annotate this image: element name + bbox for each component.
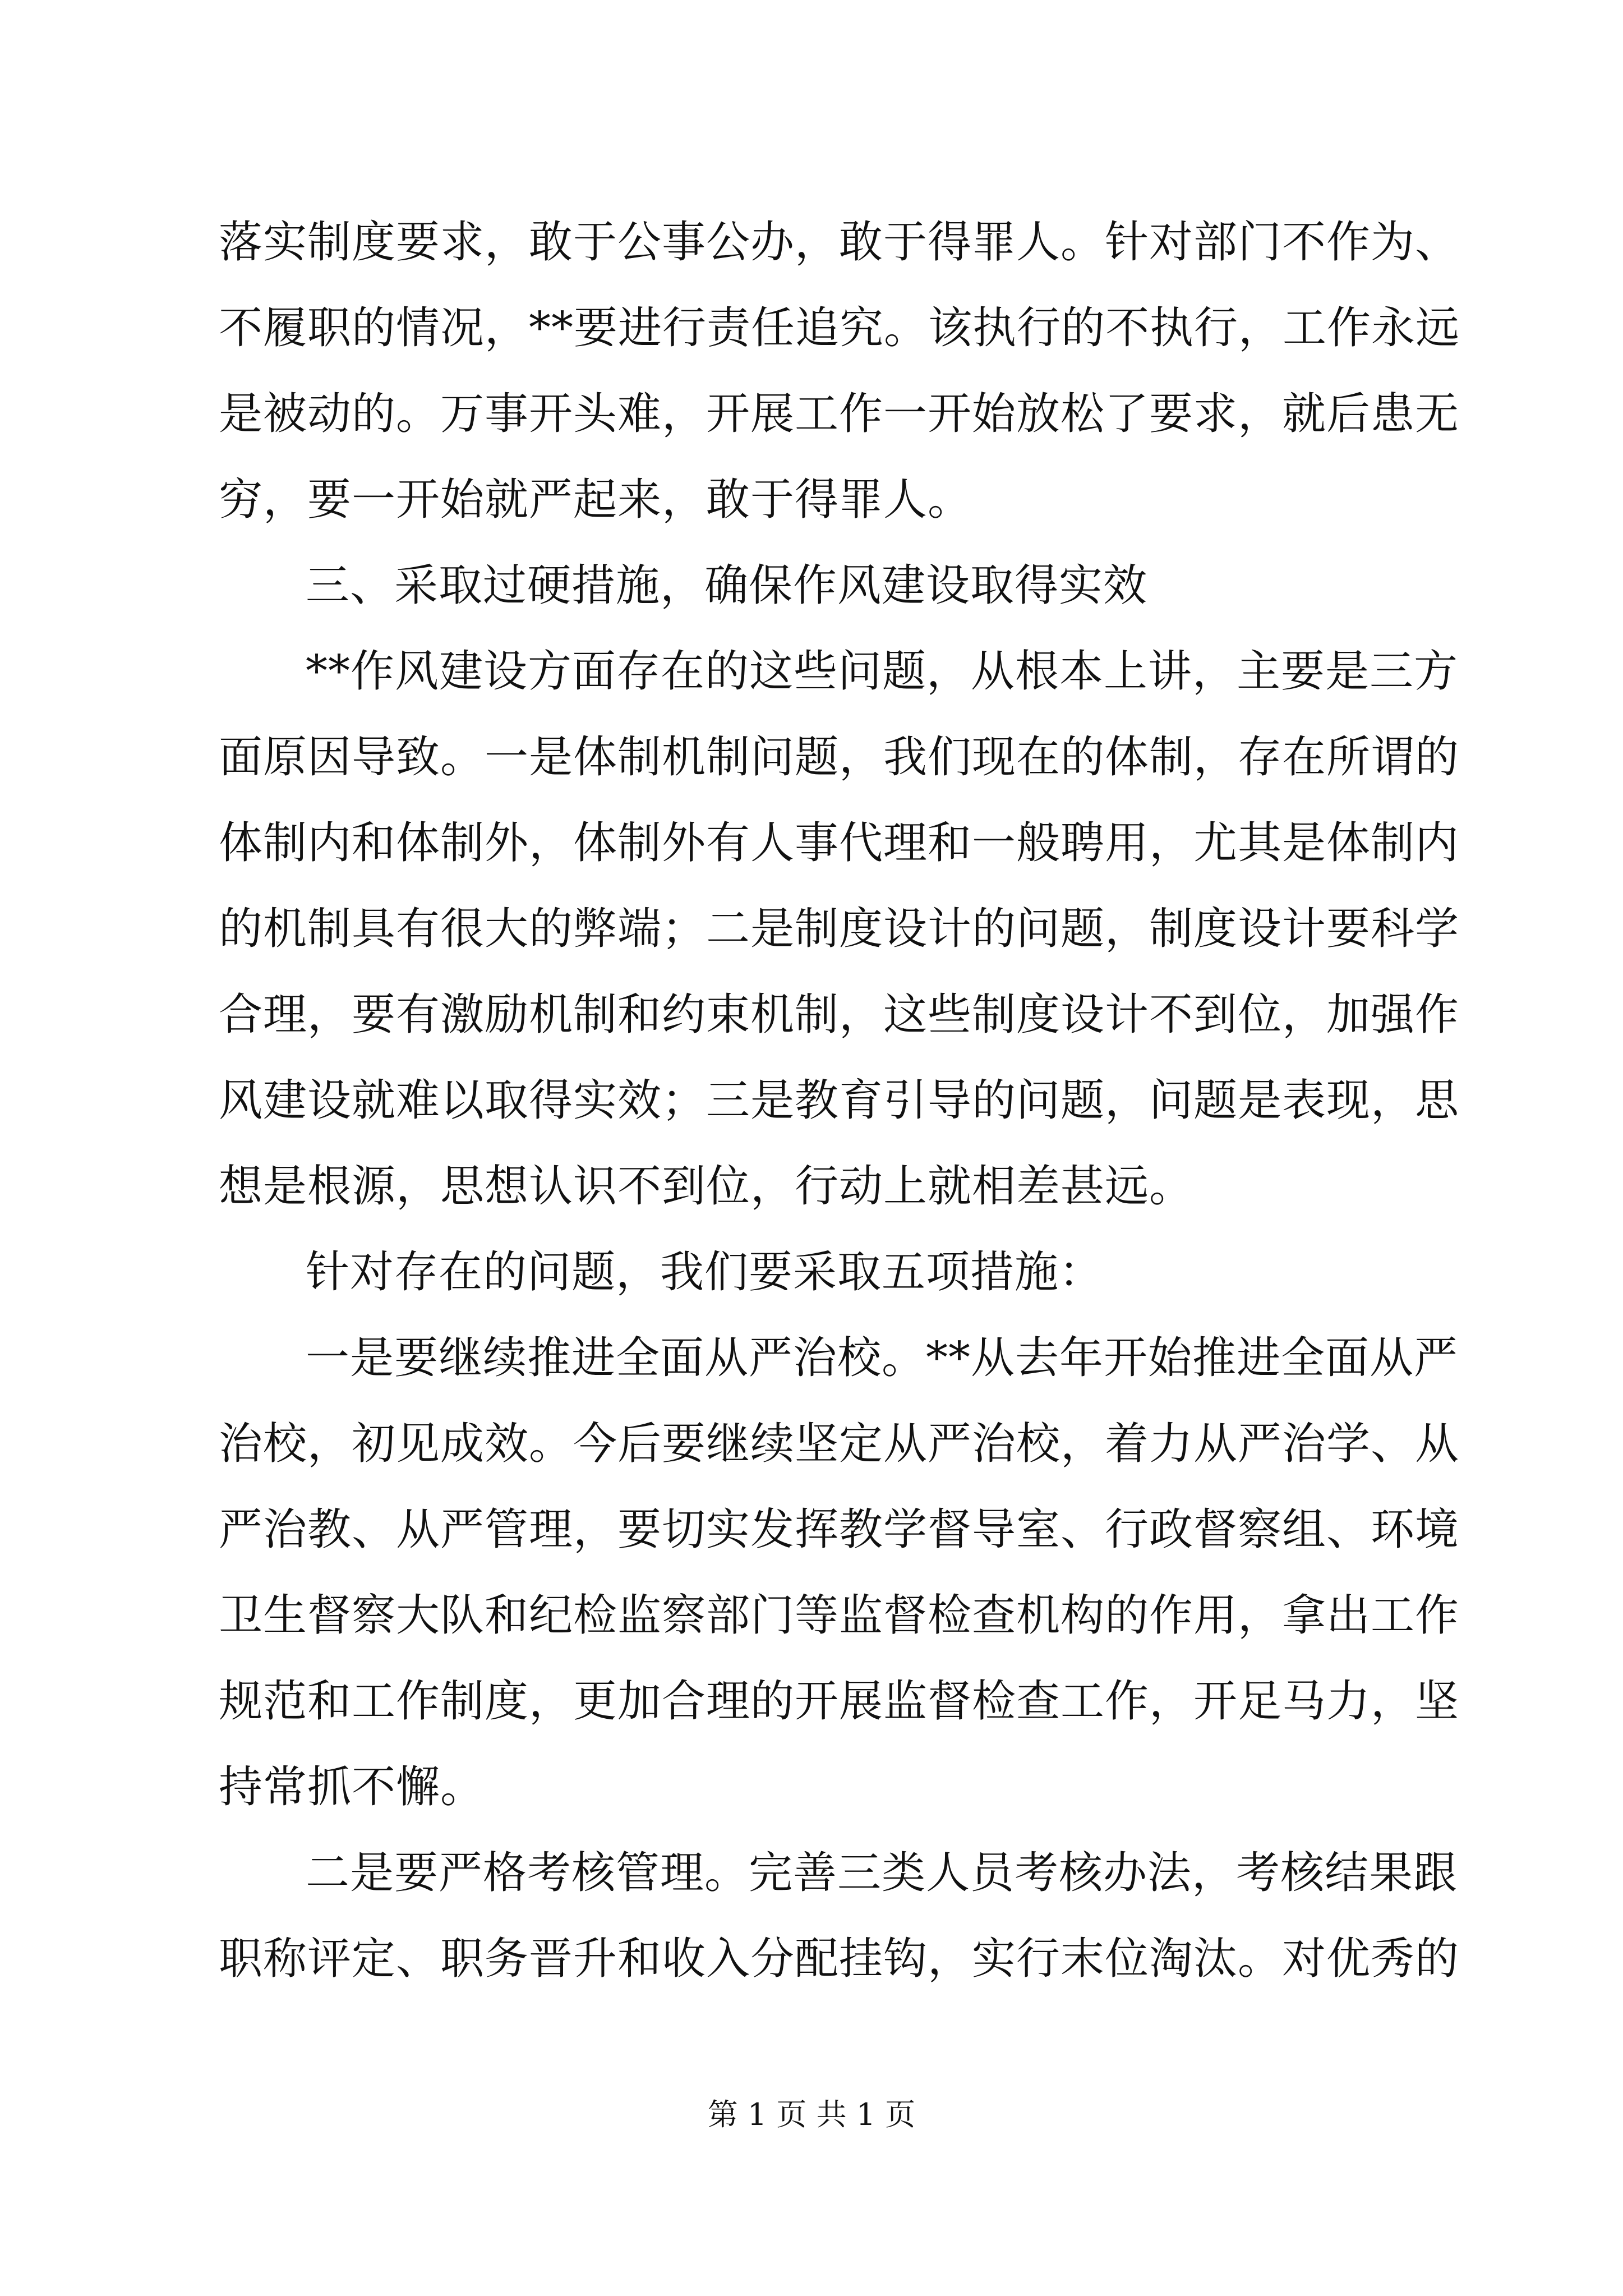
text-line: 的机制具有很大的弊端；二是制度设计的问题，制度设计要科学 [219, 904, 1460, 954]
text-line: 规范和工作制度，更加合理的开展监督检查工作，开足马力，坚 [219, 1676, 1460, 1727]
text-line: 治校，初见成效。今后要继续坚定从严治校，着力从严治学、从 [219, 1419, 1460, 1469]
text-line: 落实制度要求，敢于公事公办，敢于得罪人。针对部门不作为、 [219, 217, 1460, 268]
text-line: 风建设就难以取得实效；三是教育引导的问题，问题是表现，思 [219, 1075, 1460, 1126]
text-line: 不履职的情况，**要进行责任追究。该执行的不执行，工作永远 [219, 303, 1460, 353]
text-line: 职称评定、职务晋升和收入分配挂钩，实行末位淘汰。对优秀的 [219, 1934, 1460, 1984]
text-line: 卫生督察大队和纪检监察部门等监督检查机构的作用，拿出工作 [219, 1590, 1460, 1641]
page-footer: 第 1 页 共 1 页 [707, 2097, 916, 2132]
text-line: **作风建设方面存在的这些问题，从根本上讲，主要是三方 [306, 646, 1459, 697]
text-line: 是被动的。万事开头难，开展工作一开始放松了要求，就后患无 [219, 389, 1460, 439]
text-line: 一是要继续推进全面从严治校。**从去年开始推进全面从严 [306, 1333, 1459, 1383]
text-line: 持常抓不懈。 [219, 1762, 485, 1812]
text-line: 想是根源，思想认识不到位，行动上就相差甚远。 [219, 1161, 1194, 1212]
text-line: 严治教、从严管理，要切实发挥教学督导室、行政督察组、环境 [219, 1504, 1460, 1555]
text-line: 合理，要有激励机制和约束机制，这些制度设计不到位，加强作 [219, 990, 1460, 1040]
text-line: 二是要严格考核管理。完善三类人员考核办法，考核结果跟 [306, 1848, 1458, 1898]
text-line: 穷，要一开始就严起来，敢于得罪人。 [219, 475, 972, 525]
section-heading: 三、采取过硬措施，确保作风建设取得实效 [306, 560, 1148, 611]
text-line: 面原因导致。一是体制机制问题，我们现在的体制，存在所谓的 [219, 732, 1460, 783]
text-line: 体制内和体制外，体制外有人事代理和一般聘用，尤其是体制内 [219, 818, 1460, 868]
text-line: 针对存在的问题，我们要采取五项措施： [306, 1247, 1104, 1297]
